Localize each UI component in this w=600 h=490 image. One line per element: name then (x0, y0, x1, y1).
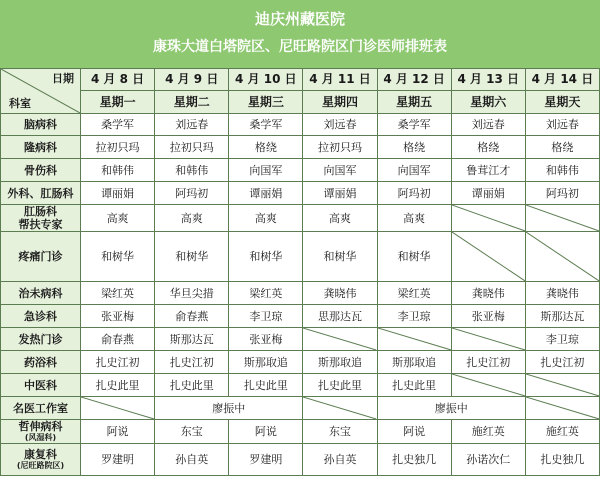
doctor-cell: 扎史江初 (525, 351, 599, 374)
doctor-cell: 谭丽娟 (229, 182, 303, 205)
doctor-cell: 龚晓伟 (525, 282, 599, 305)
doctor-cell: 谭丽娟 (303, 182, 377, 205)
doctor-cell: 向国军 (303, 159, 377, 182)
doctor-cell: 思那达瓦 (303, 305, 377, 328)
department-row (1, 420, 600, 444)
weekday-header-row (1, 91, 600, 114)
doctor-cell: 谭丽娟 (81, 182, 155, 205)
department-label-line: 名医工作室 (13, 401, 68, 415)
doctor-cell: 扎史江初 (155, 351, 229, 374)
doctor-cell: 向国军 (229, 159, 303, 182)
empty-slot (451, 328, 525, 351)
department-label-line: 疼痛门诊 (18, 250, 63, 263)
doctor-cell: 张亚梅 (81, 305, 155, 328)
department-row (1, 444, 600, 476)
department-name (1, 205, 81, 232)
department-label-line: 哲伸病科 (18, 420, 63, 433)
department-name (1, 282, 81, 305)
doctor-cell: 廖振中 (155, 397, 303, 420)
doctor-cell: 和韩伟 (525, 159, 599, 182)
empty-slot (377, 328, 451, 351)
department-row (1, 351, 600, 374)
weekday-header: 星期六 (451, 91, 525, 114)
doctor-cell: 鲁茸江才 (451, 159, 525, 182)
doctor-cell: 和树华 (229, 232, 303, 282)
doctor-cell: 斯那达瓦 (155, 328, 229, 351)
doctor-cell: 阿说 (229, 420, 303, 444)
doctor-cell: 孙自英 (303, 444, 377, 476)
doctor-cell: 高爽 (303, 205, 377, 232)
doctor-cell: 扎史独几 (377, 444, 451, 476)
doctor-cell: 孙自英 (155, 444, 229, 476)
doctor-cell: 谭丽娟 (451, 182, 525, 205)
schedule-table (0, 68, 600, 476)
department-label-line: 治未病科 (18, 286, 63, 300)
department-name (1, 374, 81, 397)
department-row (1, 397, 600, 420)
department-name (1, 420, 81, 444)
department-row (1, 114, 600, 136)
department-name (1, 182, 81, 205)
date-header: 4 月 9 日 (155, 69, 229, 91)
doctor-cell: 东宝 (155, 420, 229, 444)
doctor-cell: 刘远春 (525, 114, 599, 136)
department-label-line: 药浴科 (24, 355, 57, 369)
weekday-header: 星期天 (525, 91, 599, 114)
department-row (1, 205, 600, 232)
empty-slot (451, 205, 525, 232)
department-row (1, 232, 600, 282)
department-label-line: (尼旺路院区) (16, 461, 65, 470)
doctor-cell: 斯那取追 (303, 351, 377, 374)
doctor-cell: 龚晓伟 (451, 282, 525, 305)
doctor-cell: 刘远春 (303, 114, 377, 136)
doctor-cell: 向国军 (377, 159, 451, 182)
empty-slot (525, 232, 599, 282)
doctor-cell: 华旦尖措 (155, 282, 229, 305)
doctor-cell: 阿玛初 (155, 182, 229, 205)
doctor-cell: 和树华 (155, 232, 229, 282)
doctor-cell: 梁红英 (81, 282, 155, 305)
corner-dept-label: 科室 (9, 97, 31, 110)
weekday-header: 星期五 (377, 91, 451, 114)
department-label-line: (风湿科) (24, 433, 57, 442)
department-row (1, 374, 600, 397)
date-header: 4 月 11 日 (303, 69, 377, 91)
schedule-subtitle: 康珠大道白塔院区、尼旺路院区门诊医师排班表 (153, 39, 447, 55)
doctor-cell: 斯那取追 (377, 351, 451, 374)
doctor-cell: 和树华 (303, 232, 377, 282)
doctor-cell: 扎史此里 (303, 374, 377, 397)
department-label-line: 外科、肛肠科 (7, 186, 74, 200)
doctor-cell: 拉初只玛 (155, 136, 229, 159)
weekday-header: 星期四 (303, 91, 377, 114)
doctor-cell: 桑学军 (377, 114, 451, 136)
date-header: 4 月 8 日 (81, 69, 155, 91)
doctor-cell: 和韩伟 (81, 159, 155, 182)
doctor-cell: 刘远春 (451, 114, 525, 136)
department-name (1, 351, 81, 374)
doctor-cell: 阿玛初 (377, 182, 451, 205)
date-header: 4 月 12 日 (377, 69, 451, 91)
doctor-cell: 扎史此里 (81, 374, 155, 397)
department-name (1, 114, 81, 136)
department-label-line: 脑病科 (24, 118, 57, 131)
doctor-cell: 李卫琼 (377, 305, 451, 328)
doctor-cell: 和韩伟 (155, 159, 229, 182)
department-label-line: 康复科 (24, 448, 57, 461)
department-name (1, 232, 81, 282)
department-label-line: 骨伤科 (24, 163, 57, 177)
department-name (1, 328, 81, 351)
doctor-cell: 施红英 (525, 420, 599, 444)
department-label-line: 隆病科 (24, 140, 57, 154)
doctor-cell: 扎史江初 (81, 351, 155, 374)
doctor-cell: 俞春燕 (155, 305, 229, 328)
empty-slot (451, 374, 525, 397)
department-row (1, 328, 600, 351)
empty-slot (81, 397, 155, 420)
department-row (1, 305, 600, 328)
empty-slot (525, 205, 599, 232)
date-header: 4 月 14 日 (525, 69, 599, 91)
empty-slot (303, 397, 377, 420)
doctor-cell: 阿说 (81, 420, 155, 444)
weekday-header: 星期三 (229, 91, 303, 114)
doctor-cell: 格绕 (451, 136, 525, 159)
doctor-cell: 刘远春 (155, 114, 229, 136)
empty-slot (525, 397, 599, 420)
doctor-cell: 格绕 (377, 136, 451, 159)
empty-slot (303, 328, 377, 351)
doctor-cell: 梁红英 (377, 282, 451, 305)
department-name (1, 136, 81, 159)
date-header: 4 月 10 日 (229, 69, 303, 91)
doctor-cell: 罗建明 (81, 444, 155, 476)
corner-header (1, 69, 81, 114)
doctor-cell: 拉初只玛 (303, 136, 377, 159)
schedule-body (1, 69, 600, 476)
doctor-cell: 扎史独几 (525, 444, 599, 476)
doctor-cell: 和树华 (81, 232, 155, 282)
doctor-cell: 东宝 (303, 420, 377, 444)
doctor-cell: 高爽 (155, 205, 229, 232)
date-header-row (1, 69, 600, 91)
department-label-line: 中医科 (24, 378, 57, 392)
doctor-cell: 施红英 (451, 420, 525, 444)
hospital-title: 迪庆州藏医院 (254, 10, 345, 28)
department-name (1, 444, 81, 476)
department-name (1, 159, 81, 182)
doctor-cell: 格绕 (229, 136, 303, 159)
doctor-cell: 桑学军 (81, 114, 155, 136)
doctor-cell: 高爽 (377, 205, 451, 232)
department-row (1, 159, 600, 182)
doctor-cell: 桑学军 (229, 114, 303, 136)
department-name (1, 397, 81, 420)
department-label-line: 肛肠科 (24, 205, 57, 218)
doctor-cell: 高爽 (229, 205, 303, 232)
doctor-cell: 罗建明 (229, 444, 303, 476)
doctor-cell: 廖振中 (377, 397, 525, 420)
date-header: 4 月 13 日 (451, 69, 525, 91)
doctor-cell: 阿说 (377, 420, 451, 444)
doctor-cell: 李卫琼 (229, 305, 303, 328)
empty-slot (525, 374, 599, 397)
doctor-cell: 和树华 (377, 232, 451, 282)
department-label-line: 急诊科 (24, 309, 57, 323)
header-banner (0, 0, 600, 68)
doctor-cell: 梁红英 (229, 282, 303, 305)
department-row (1, 136, 600, 159)
doctor-cell: 龚晓伟 (303, 282, 377, 305)
doctor-cell: 扎史此里 (229, 374, 303, 397)
doctor-cell: 斯那取追 (229, 351, 303, 374)
doctor-cell: 格绕 (525, 136, 599, 159)
doctor-cell: 拉初只玛 (81, 136, 155, 159)
department-row (1, 282, 600, 305)
doctor-cell: 扎史此里 (155, 374, 229, 397)
doctor-cell: 俞春燕 (81, 328, 155, 351)
doctor-cell: 张亚梅 (229, 328, 303, 351)
doctor-cell: 孙诺次仁 (451, 444, 525, 476)
corner-date-label: 日期 (52, 72, 74, 85)
weekday-header: 星期一 (81, 91, 155, 114)
doctor-cell: 阿玛初 (525, 182, 599, 205)
doctor-cell: 扎史江初 (451, 351, 525, 374)
doctor-cell: 高爽 (81, 205, 155, 232)
empty-slot (451, 232, 525, 282)
department-label-line: 发热门诊 (18, 332, 63, 346)
doctor-cell: 张亚梅 (451, 305, 525, 328)
department-row (1, 182, 600, 205)
weekday-header: 星期二 (155, 91, 229, 114)
doctor-cell: 斯那达瓦 (525, 305, 599, 328)
department-label-line: 帮扶专家 (18, 218, 63, 231)
department-name (1, 305, 81, 328)
doctor-cell: 李卫琼 (525, 328, 599, 351)
doctor-cell: 扎史此里 (377, 374, 451, 397)
